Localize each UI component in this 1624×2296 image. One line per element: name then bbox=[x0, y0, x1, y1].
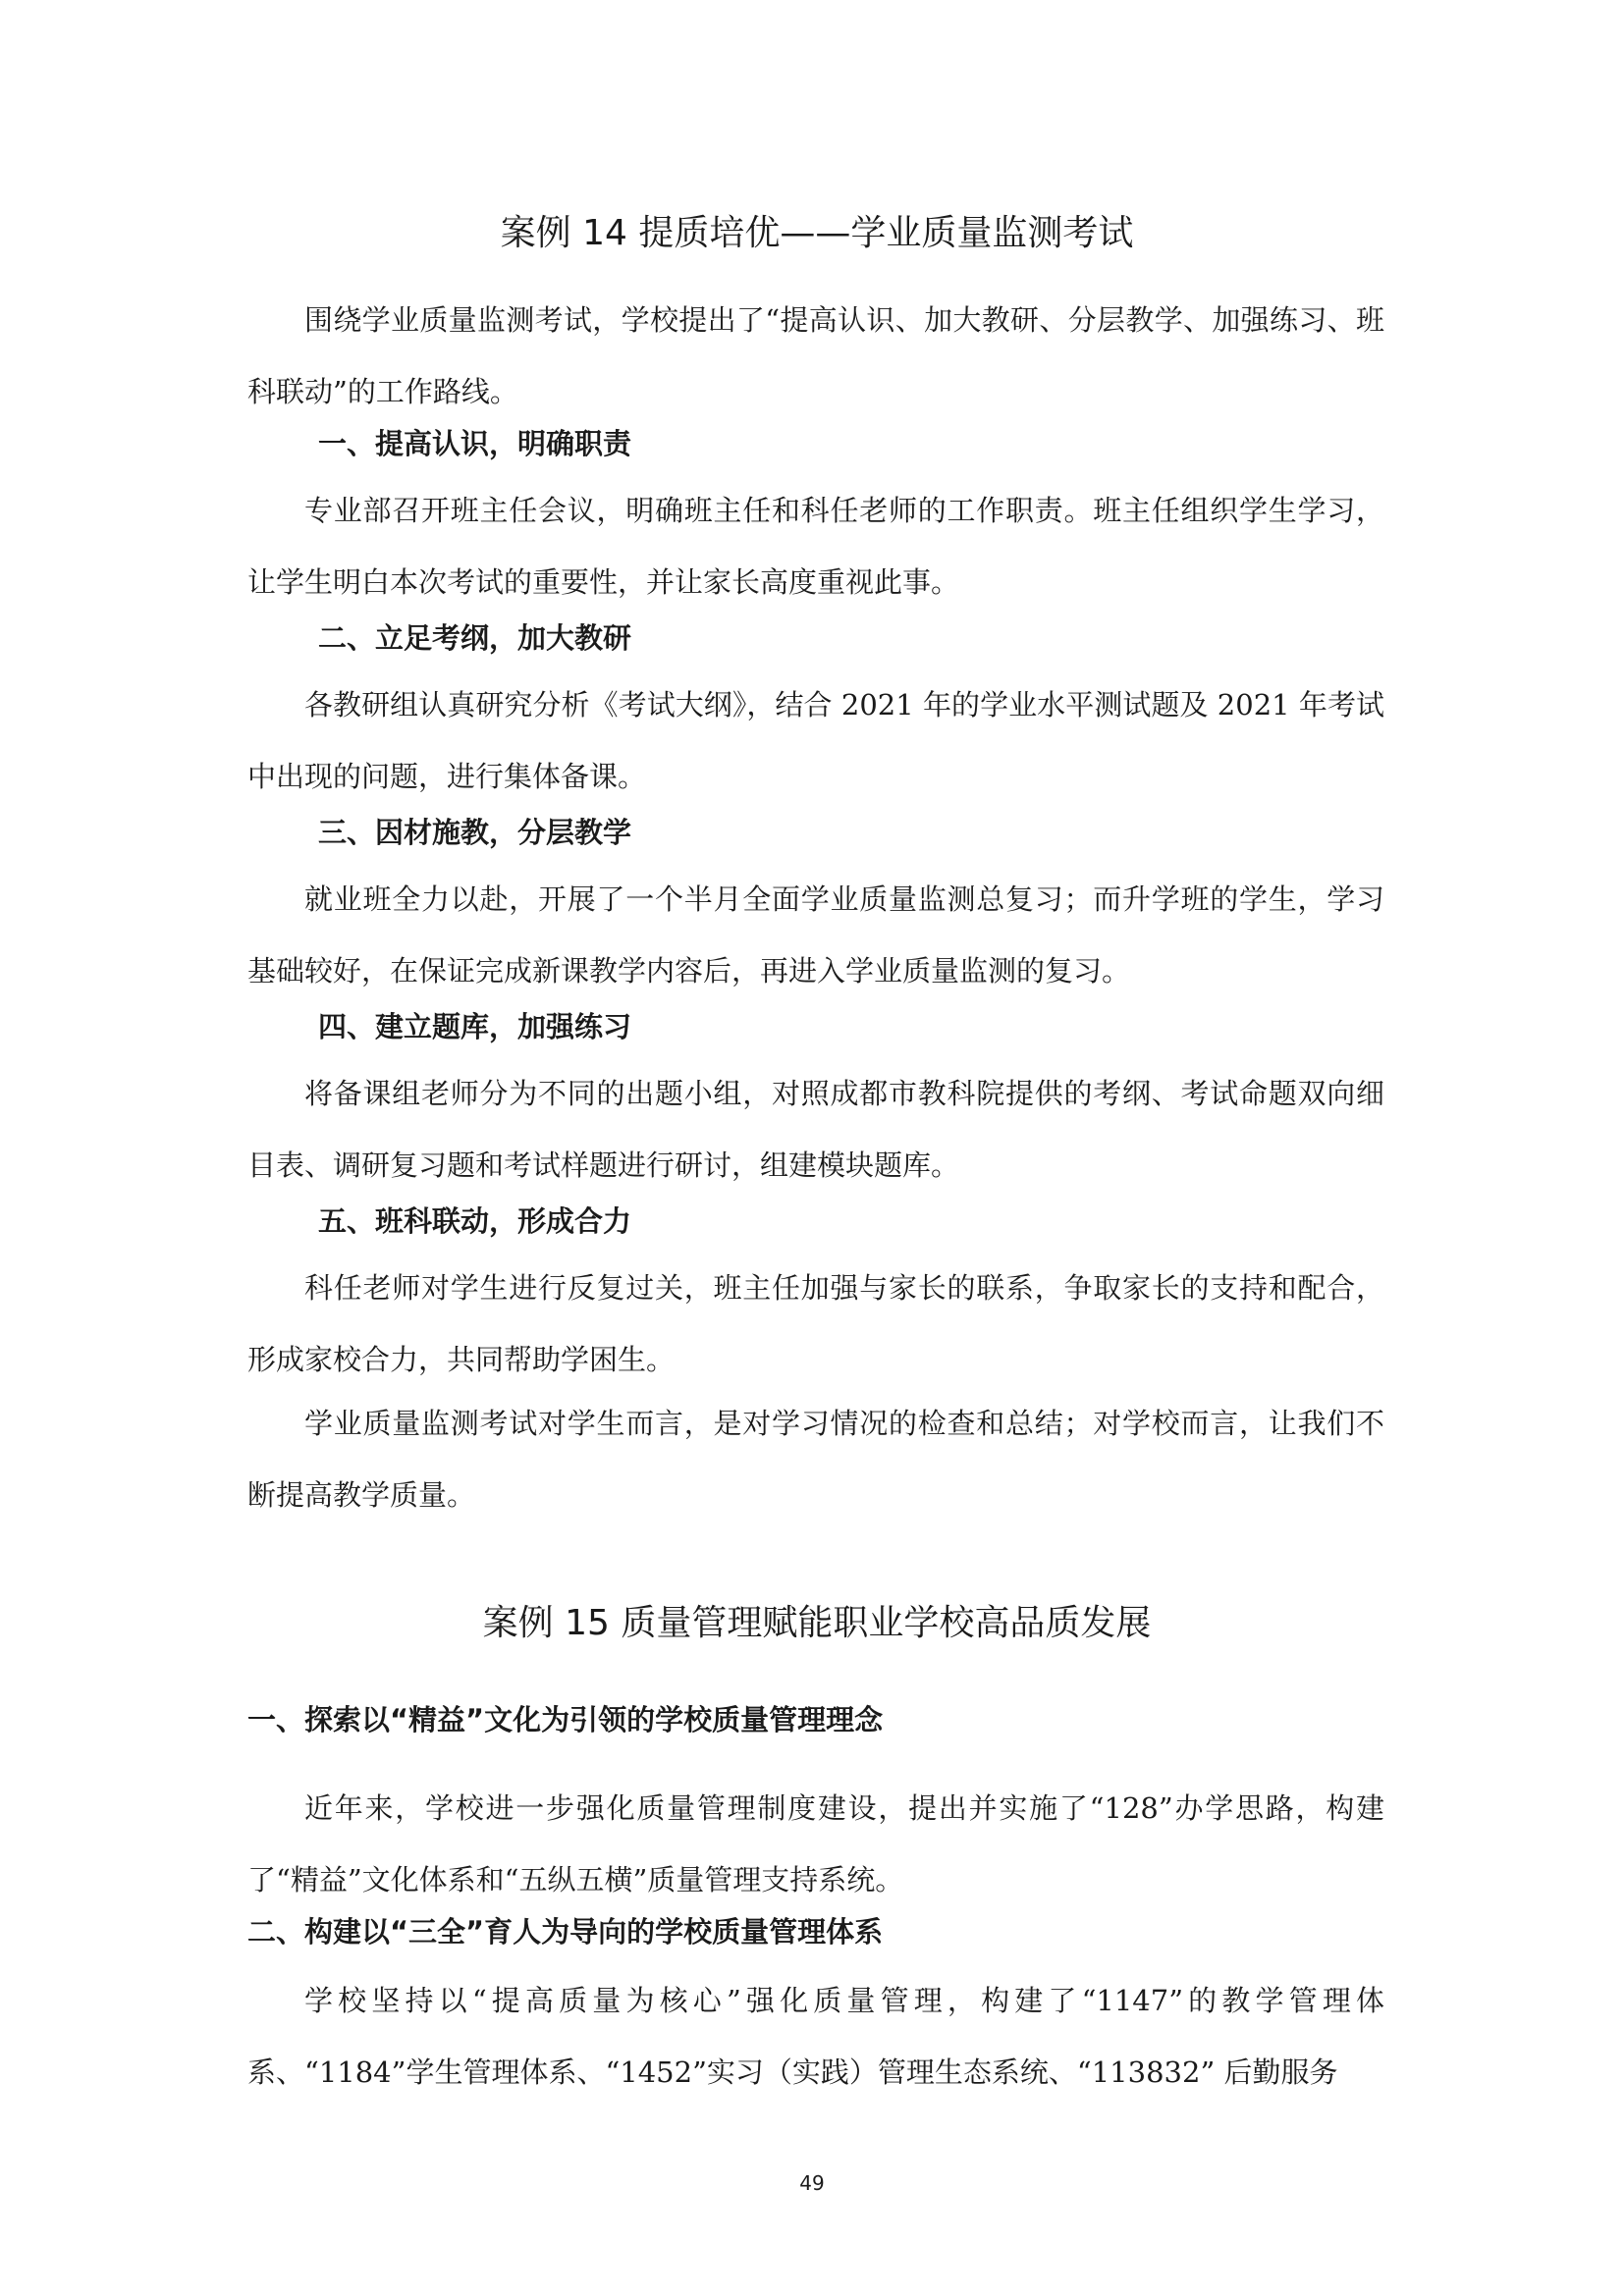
section-body: 将备课组老师分为不同的出题小组，对照成都市教科院提供的考纲、考试命题双向细目表、调研复习题和考试样题进行研讨，组建模块题库。 bbox=[247, 1077, 1384, 1182]
section-body: 近年来，学校进一步强化质量管理制度建设，提出并实施了“128”办学思路，构建了“精益”文化体系和“五纵五横”质量管理支持系统。 bbox=[247, 1791, 1384, 1896]
case-14-title: 案例 14 提质培优——学业质量监测考试 bbox=[500, 213, 1134, 253]
case-14-conclusion: 学业质量监测考试对学生而言，是对学习情况的检查和总结；对学校而言，让我们不断提高教学质量。 bbox=[247, 1407, 1384, 1512]
section-body: 各教研组认真研究分析《考试大纲》，结合 2021 年的学业水平测试题及 2021 年考试中出现的问题，进行集体备课。 bbox=[247, 688, 1384, 793]
section-body: 学校坚持以“提高质量为核心”强化质量管理，构建了“1147”的教学管理体系、“1184”学生管理体系、“1452”实习（实践）管理生态系统、“113832” 后勤服务 bbox=[247, 1984, 1384, 2089]
section-heading: 五、班科联动，形成合力 bbox=[318, 1204, 632, 1238]
case-15-title: 案例 15 质量管理赋能职业学校高品质发展 bbox=[482, 1603, 1152, 1643]
section-body: 科任老师对学生进行反复过关，班主任加强与家长的联系，争取家长的支持和配合，形成家校合力，共同帮助学困生。 bbox=[247, 1271, 1384, 1376]
page-number: 49 bbox=[799, 2171, 825, 2195]
section-heading: 二、构建以“三全”育人为导向的学校质量管理体系 bbox=[247, 1915, 884, 1949]
section-body: 就业班全力以赴，开展了一个半月全面学业质量监测总复习；而升学班的学生，学习基础较好，在保证完成新课教学内容后，再进入学业质量监测的复习。 bbox=[247, 882, 1384, 988]
case-14-intro: 围绕学业质量监测考试，学校提出了“提高认识、加大教研、分层教学、加强练习、班科联动”的工作路线。 bbox=[247, 303, 1384, 408]
section-heading: 三、因材施教，分层教学 bbox=[318, 816, 632, 849]
section-heading: 二、立足考纲，加大教研 bbox=[318, 621, 632, 655]
section-heading: 一、探索以“精益”文化为引领的学校质量管理理念 bbox=[247, 1703, 884, 1736]
section-body: 专业部召开班主任会议，明确班主任和科任老师的工作职责。班主任组织学生学习，让学生明白本次考试的重要性，并让家长高度重视此事。 bbox=[247, 494, 1384, 599]
section-heading: 一、提高认识，明确职责 bbox=[318, 427, 632, 460]
section-heading: 四、建立题库，加强练习 bbox=[318, 1010, 632, 1043]
